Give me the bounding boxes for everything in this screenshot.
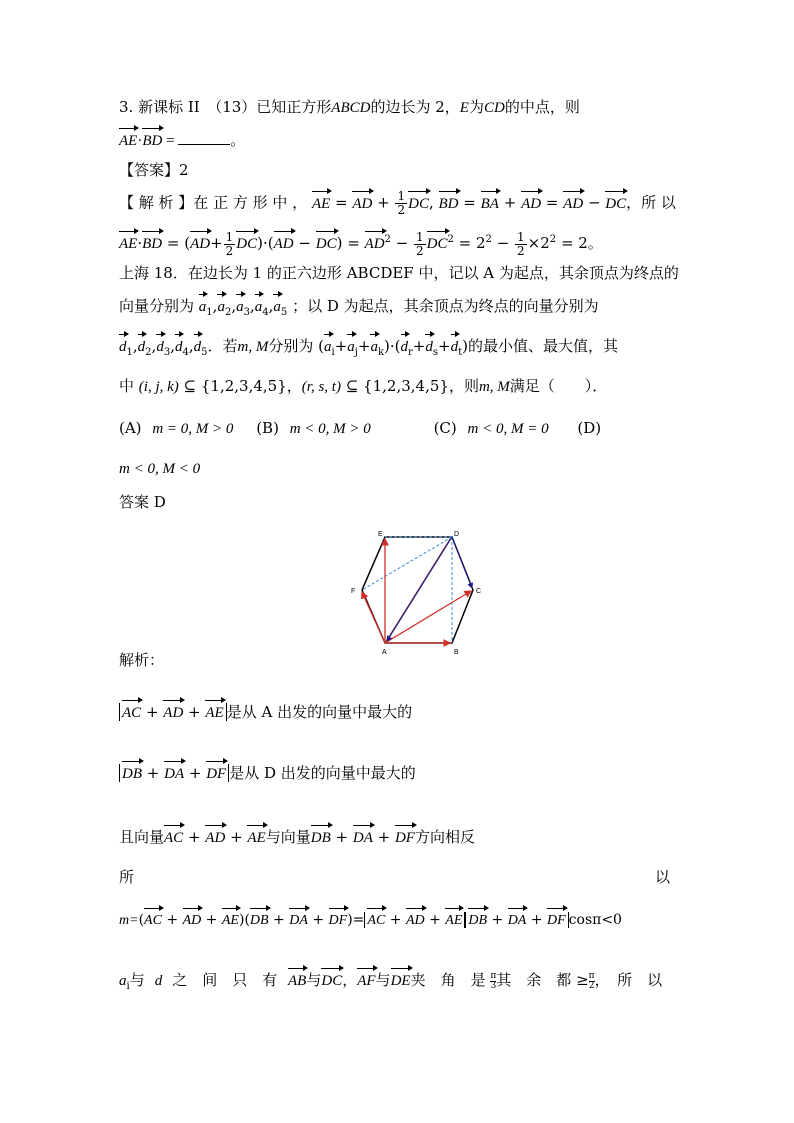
yi: 以: [655, 868, 671, 886]
statement-1: AC + AD + AE 是从 A 出发的向量中最大的: [119, 702, 412, 723]
vector-ac: [385, 591, 471, 643]
label-e: E: [378, 531, 383, 538]
hexagon-figure: [340, 527, 490, 657]
statement-3: 且向量AC + AD + AE与向量DB + DA + DF方向相反: [119, 828, 475, 846]
q18-line-1: 上海 18．在边长为 1 的正六边形 ABCDEF 中，记以 A 为起点，其余顶点为终点的: [119, 264, 679, 282]
vector-ad: [385, 539, 450, 643]
q18-answer: 答案 D: [119, 493, 166, 511]
vector-da: [387, 537, 452, 641]
statement-2: DB + DA + DF 是从 D 出发的向量中最大的: [119, 763, 416, 784]
label-f: F: [351, 588, 356, 595]
q18-line-2: 向量分别为 $a_1,a_2,a_3,a_4,a_5$ ；以 D 为起点，其余顶点为终点的向量分别为: [119, 297, 599, 318]
q3-title: 3. 新课标 II （13）已知正方形ABCD的边长为 2，E为CD的中点，则: [119, 98, 580, 116]
analysis-label: 解析：: [119, 651, 165, 669]
label-d: D: [454, 531, 460, 538]
statement-m: m=(AC + AD + AE)(DB + DA + DF)= AC + AD + AE DB + DA + DF cosπ<0: [119, 910, 622, 931]
hexagon-diagram: [340, 527, 490, 657]
statement-last: $a_i$与 d 之 间 只 有 AB与DC，AF与DE夹 角 是 $\frac{\pi}{3}$其 余 都 ≥ $\frac{\pi}{2}$， 所 以: [119, 970, 663, 992]
q18-line-4: 中 (i, j, k) ⊆ {1,2,3,4,5}，(r, s, t) ⊆ {1,2,3,4,5}，则m, M满足（ ）．: [119, 377, 608, 395]
label-a: A: [382, 649, 387, 656]
q3-analysis-2: AE·BD = (AD+ $\frac{1}{2}$ $DC)\cdot(AD - DC) = AD^2$ − $\frac{1}{2}$ $DC^2 = 2^2$ − $\frac{1}{2}$ $\times 2^2 = 2$。: [119, 229, 603, 258]
q3-expression: AE·BD = 。: [119, 131, 246, 149]
hexagon-outline: [362, 537, 473, 643]
label-b: B: [454, 649, 459, 656]
q3-answer: 【答案】2: [119, 161, 189, 179]
vector-dc: [452, 537, 472, 588]
answer-blank: [178, 130, 230, 145]
q18-options: (A) m = 0, M > 0 (B) m < 0, M > 0 (C) m < 0, M = 0 (D): [119, 419, 602, 437]
suo: 所: [119, 868, 135, 886]
vector-df: [362, 537, 452, 590]
label-c: C: [476, 588, 482, 595]
q18-option-d: m < 0, M < 0: [119, 461, 201, 477]
q3-analysis-1: 【 解 析 】在 正 方 形 中 ， AE = AD + $\frac{1}{2}$ DC, BD = BA + AD = AD − DC，所 以: [119, 189, 676, 217]
q18-line-3: $d_1,d_2,d_3,d_4,d_5$．若m, M分别为 $(a_i+a_j+a_k)\cdot(d_r+d_s+d_t)$的最小值、最大值，其: [119, 337, 618, 358]
vector-af: [362, 592, 385, 643]
